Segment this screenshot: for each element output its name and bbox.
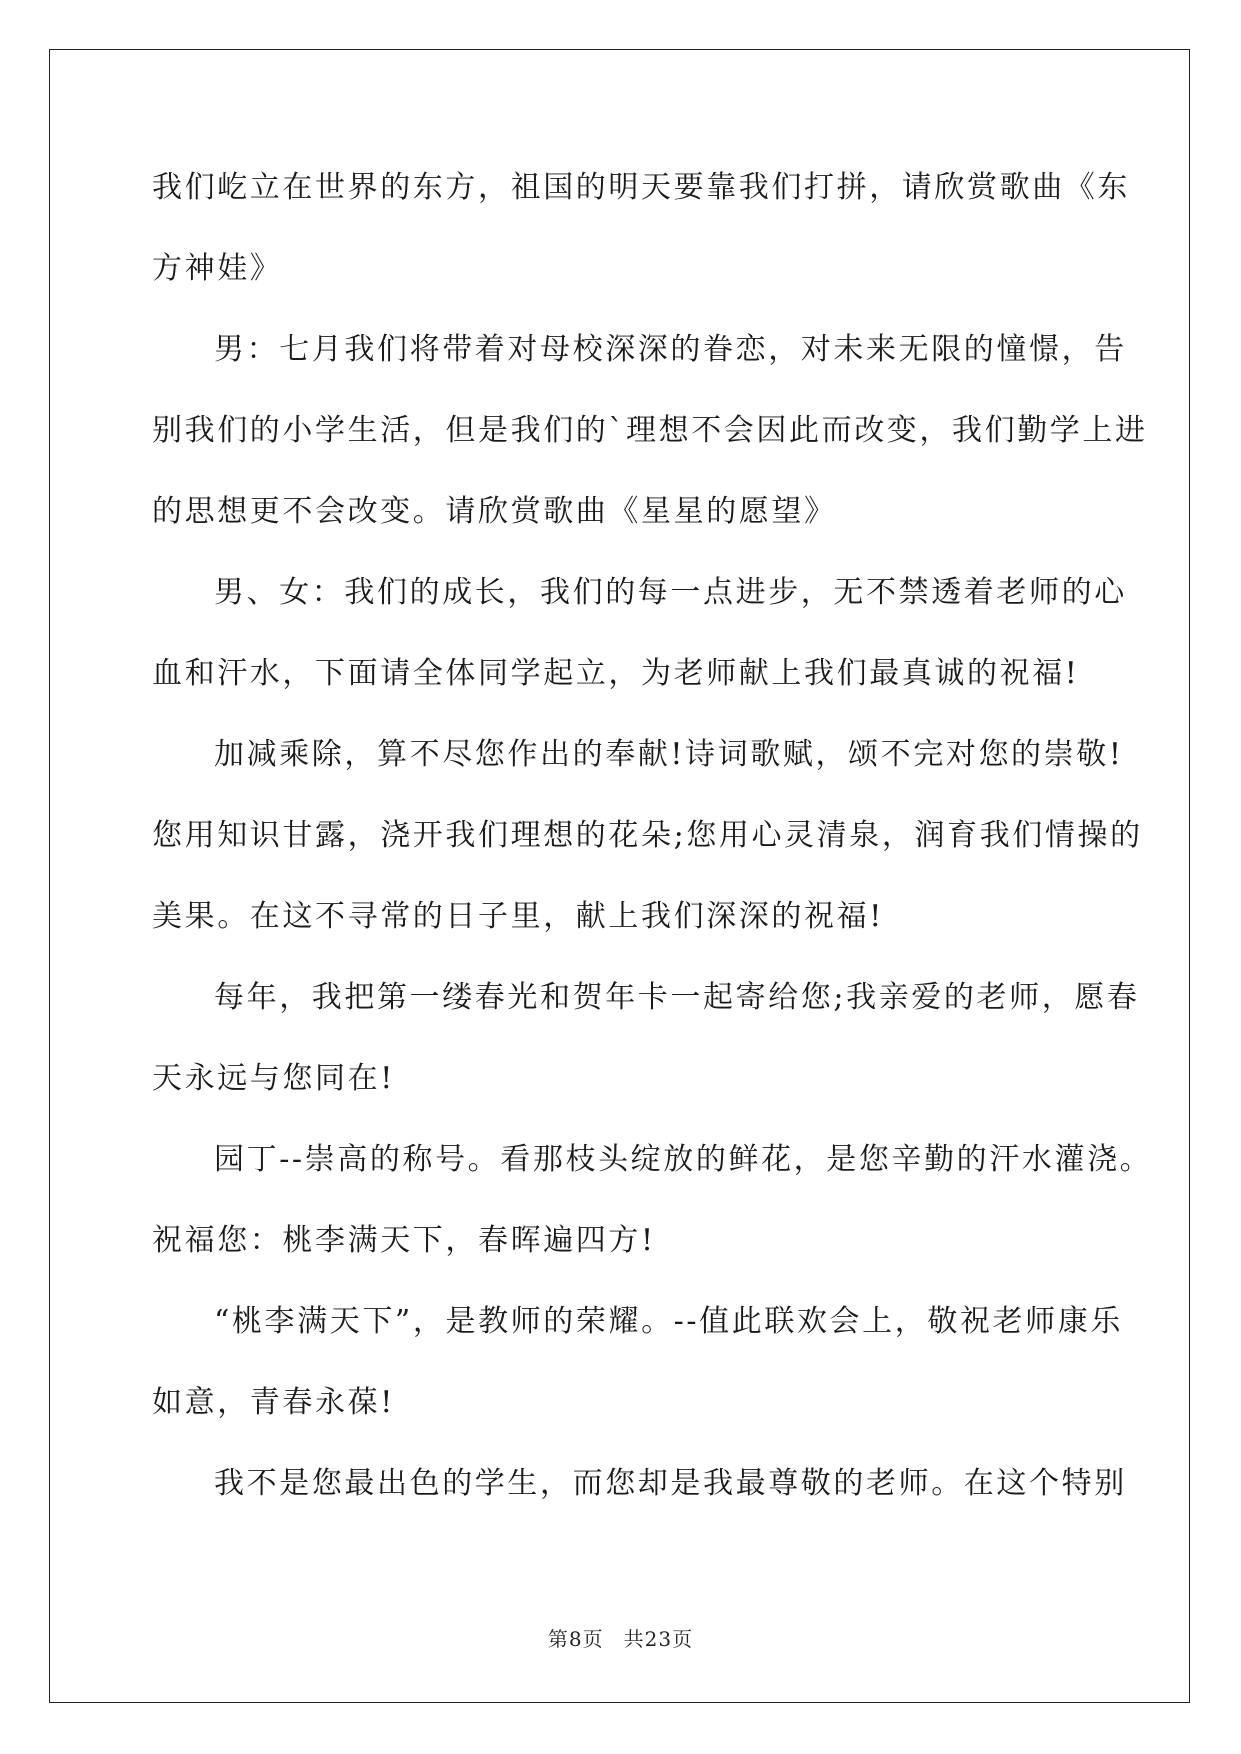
- text-line: 血和汗水，下面请全体同学起立，为老师献上我们最真诚的祝福!: [152, 656, 1080, 691]
- text-line: 的思想更不会改变。请欣赏歌曲《星星的愿望》: [152, 494, 837, 529]
- text-line: 加减乘除，算不尽您作出的奉献!诗词歌赋，颂不完对您的崇敬!: [214, 737, 1124, 772]
- text-line: 每年，我把第一缕春光和贺年卡一起寄给您;我亲爱的老师，愿春: [214, 980, 1140, 1015]
- document-body: [152, 160, 1153, 1537]
- text-line: 我不是您最出色的学生，而您却是我最尊敬的老师。在这个特别: [214, 1466, 1127, 1501]
- text-line: 您用知识甘露，浇开我们理想的花朵;您用心灵清泉，润育我们情操的: [152, 818, 1143, 853]
- text-line: 男：七月我们将带着对母校深深的眷恋，对未来无限的憧憬，告: [214, 332, 1127, 367]
- page-number: 第8页: [547, 1627, 604, 1651]
- page-total: 共23页: [623, 1627, 694, 1651]
- text-line: 方神娃》: [152, 251, 283, 286]
- text-line: 园丁--崇高的称号。看那枝头绽放的鲜花，是您辛勤的汗水灌浇。: [214, 1142, 1153, 1177]
- text-line: “桃李满天下”，是教师的荣耀。--值此联欢会上，敬祝老师康乐: [214, 1304, 1123, 1339]
- text-line: 别我们的小学生活，但是我们的`理想不会因此而改变，我们勤学上进: [152, 413, 1148, 448]
- text-line: 美果。在这不寻常的日子里，献上我们深深的祝福!: [152, 899, 884, 934]
- page-footer: [0, 1623, 1241, 1652]
- text-line: 天永远与您同在!: [152, 1061, 395, 1096]
- text-line: 如意，青春永葆!: [152, 1385, 395, 1420]
- text-line: 男、女：我们的成长，我们的每一点进步，无不禁透着老师的心: [214, 575, 1127, 610]
- text-line: 我们屹立在世界的东方，祖国的明天要靠我们打拼，请欣赏歌曲《东: [152, 170, 1130, 205]
- text-line: 祝福您：桃李满天下，春晖遍四方!: [152, 1223, 656, 1258]
